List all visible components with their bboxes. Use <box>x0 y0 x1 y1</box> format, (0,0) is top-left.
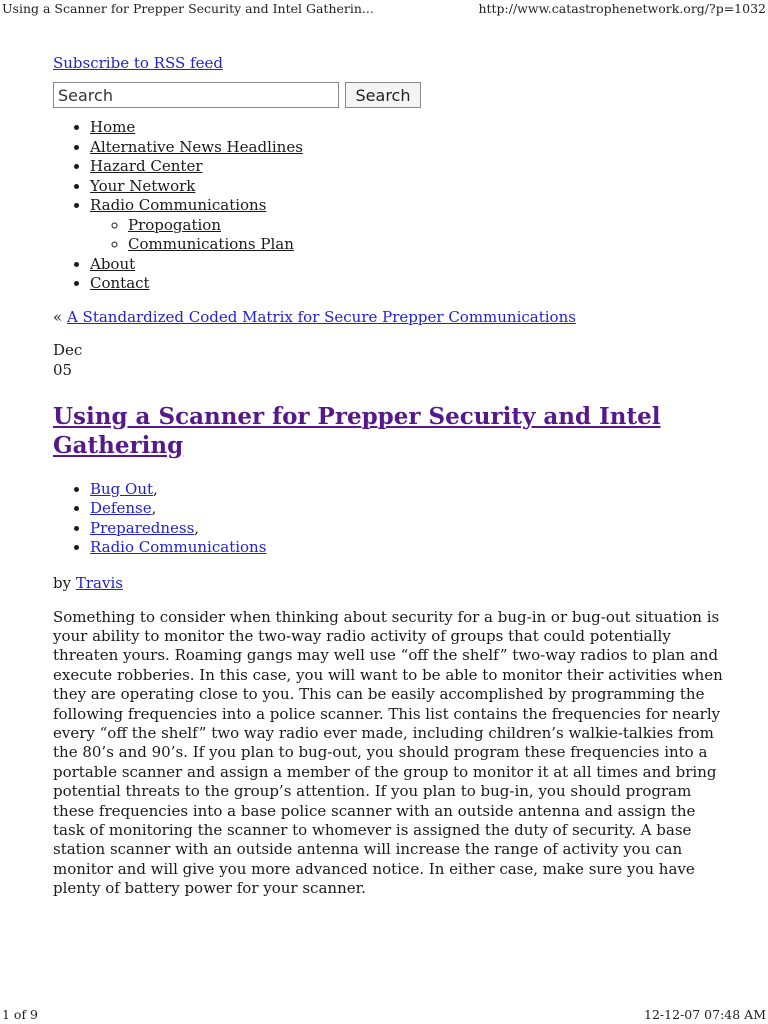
previous-post-link[interactable]: A Standardized Coded Matrix for Secure Prepper Communications <box>66 307 576 326</box>
nav-item-your-network <box>90 177 723 197</box>
nav-item-about <box>90 255 723 275</box>
nav-link-contact[interactable]: Contact <box>90 274 150 292</box>
category-item <box>90 538 723 558</box>
nav-link-home[interactable]: Home <box>90 118 136 136</box>
previous-post <box>53 308 723 326</box>
print-footer-datetime: 12-12-07 07:48 AM <box>644 1007 766 1022</box>
nav-link-radio-communications[interactable]: Radio Communications <box>90 196 267 214</box>
category-item <box>90 519 723 539</box>
category-item <box>90 480 723 500</box>
category-separator: , <box>194 518 200 537</box>
category-link-radio-communications[interactable]: Radio Communications <box>90 538 267 556</box>
post-byline <box>53 574 723 592</box>
category-link-preparedness[interactable]: Preparedness <box>90 518 195 537</box>
nav-link-your-network[interactable]: Your Network <box>90 176 196 195</box>
print-header <box>0 0 768 18</box>
nav-subitem-propogation <box>128 216 723 236</box>
search-button[interactable]: Search <box>345 82 421 108</box>
post-title <box>53 402 723 460</box>
post-body: Something to consider when thinking about security for a bug-in or bug-out situation is your ability to monitor the two-way radio activity of groups that could potentially threaten yours. Roaming gangs may well use “off the shelf” two-way radios to plan and execute robberies. In this case, you will want to be able to monitor their activities when they are operating close to you. This can be easily accomplished by programming the following frequencies into a police scanner. This list contains the frequencies for nearly every “off the shelf” two way radio ever made, including children’s walkie-talkies from the 80’s and 90’s. If you plan to bug-out, you should program these frequencies into a portable scanner and assign a member of the group to monitor it at all times and bring potential threats to the group’s attention. If you plan to bug-in, you should program these frequencies into a base police scanner with an outside antenna and assign the task of monitoring the scanner to whomever is assigned the duty of security. A base station scanner with an outside antenna will increase the range of activity you can monitor and will give you more advanced notice. In either case, make sure you have plenty of battery power for your scanner. <box>53 607 723 898</box>
search-form <box>53 82 723 108</box>
previous-post-arrow: « <box>53 307 67 326</box>
nav-item-contact <box>90 274 723 294</box>
nav-item-radio-communications <box>90 196 723 255</box>
nav-subitem-communications-plan <box>128 235 723 255</box>
category-separator: , <box>151 499 157 517</box>
nav-link-alternative-news[interactable]: Alternative News Headlines <box>90 137 303 156</box>
nav-link-about[interactable]: About <box>90 254 136 273</box>
nav-link-propogation[interactable]: Propogation <box>128 215 221 234</box>
page-content <box>53 54 723 914</box>
post-date <box>53 340 723 380</box>
category-item <box>90 499 723 519</box>
print-footer <box>0 1006 768 1024</box>
category-link-defense[interactable]: Defense <box>90 499 152 517</box>
post-title-link[interactable]: Using a Scanner for Prepper Security and Intel Gathering <box>53 402 661 459</box>
nav-item-home <box>90 118 723 138</box>
byline-prefix: by <box>53 573 76 592</box>
nav-link-hazard-center[interactable]: Hazard Center <box>90 157 203 175</box>
print-header-title: Using a Scanner for Prepper Security and Intel Gatherin... <box>2 1 374 16</box>
nav-submenu-radio <box>90 216 723 255</box>
rss-feed-link[interactable]: Subscribe to RSS feed <box>53 54 223 72</box>
nav-item-hazard-center <box>90 157 723 177</box>
author-link[interactable]: Travis <box>75 573 123 592</box>
search-input[interactable] <box>53 82 339 108</box>
main-nav <box>53 118 723 294</box>
post-categories <box>53 480 723 558</box>
print-footer-page: 1 of 9 <box>2 1007 39 1022</box>
nav-item-alternative-news <box>90 138 723 158</box>
print-header-url: http://www.catastrophenetwork.org/?p=1032 <box>478 1 766 16</box>
post-date-day: 05 <box>53 360 73 379</box>
post-date-month: Dec <box>53 340 83 359</box>
category-separator: , <box>153 479 158 498</box>
nav-link-communications-plan[interactable]: Communications Plan <box>128 235 294 253</box>
category-link-bug-out[interactable]: Bug Out <box>90 479 154 498</box>
